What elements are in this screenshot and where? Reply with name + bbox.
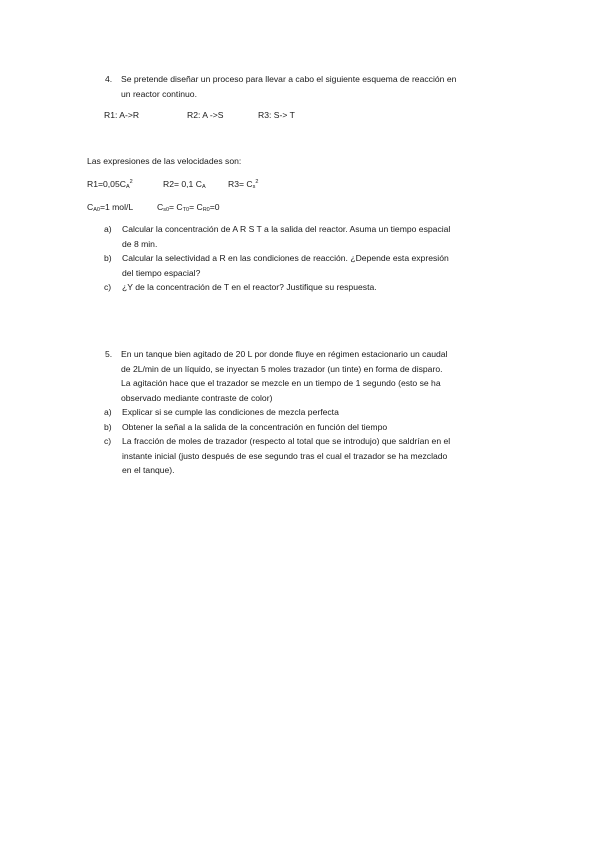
question-5-text (121, 347, 541, 405)
question-5-subitems (104, 405, 524, 478)
item-label: c) (104, 282, 112, 292)
question-5-line: En un tanque bien agitado de 20 L por donde fluye en régimen estacionario un caudal (121, 349, 448, 359)
question-4-line: Se pretende diseñar un proceso para llevar a cabo el siguiente esquema de reacción en (121, 74, 457, 84)
item-line: ¿Y de la concentración de T en el reactor? Justifique su respuesta. (122, 282, 377, 292)
item-label: c) (104, 436, 112, 446)
rate-expression-1: $R1=0,05C_A^2$ (87, 179, 133, 190)
item-line: instante inicial (justo después de ese segundo tras el cual el trazador se ha mezclado (122, 450, 448, 461)
item-line: del tiempo espacial? (122, 267, 201, 278)
question-5-line: observado mediante contraste de color) (121, 392, 273, 403)
item-label: a) (104, 224, 112, 234)
reaction-r2: R2: A ->S (187, 110, 224, 120)
rate-expression-3: $R3= C_s^2$ (228, 179, 259, 190)
question-4-text (121, 72, 541, 101)
list-item (104, 222, 524, 251)
item-line: Calcular la selectividad a R en las condiciones de reacción. ¿Depende esta expresión (122, 253, 449, 263)
item-line: de 8 min. (122, 238, 158, 249)
reaction-r3: R3: S-> T (258, 110, 295, 120)
list-item (104, 251, 524, 280)
list-item (104, 280, 524, 295)
item-label: b) (104, 253, 112, 263)
list-item (104, 434, 524, 478)
item-line: Obtener la señal a la salida de la concentración en función del tiempo (122, 421, 388, 432)
question-5-number: 5. (105, 349, 113, 359)
rates-intro: Las expresiones de las velocidades son: (87, 156, 242, 166)
question-5-line: La agitación hace que el trazador se mezcle en un tiempo de 1 segundo (esto se ha (121, 378, 441, 388)
rate-expression-2: R2= 0,1 $C_A$ (163, 179, 206, 190)
list-item (104, 405, 524, 420)
question-4-line: un reactor continuo. (121, 88, 197, 99)
item-line: Explicar si se cumple las condiciones de mezcla perfecta (122, 407, 339, 417)
item-label: b) (104, 421, 112, 432)
question-4-number: 4. (105, 74, 113, 84)
question-4-subitems (104, 222, 524, 295)
initial-concentration-others: $C_{s0}= C_{T0}= C_{R0}=0$ (157, 202, 220, 213)
item-line: La fracción de moles de trazador (respecto al total que se introdujo) que saldrían en el (122, 436, 451, 446)
item-line: en el tanque). (122, 465, 175, 475)
item-label: a) (104, 407, 112, 417)
item-line: Calcular la concentración de A R S T a la salida del reactor. Asuma un tiempo espacial (122, 224, 451, 234)
list-item (104, 420, 524, 435)
initial-concentration-a: $C_{A0}=1$ mol/L (87, 202, 134, 213)
reaction-r1: R1: A->R (104, 110, 140, 120)
question-5-line: de 2L/min de un líquido, se inyectan 5 moles trazador (un tinte) en forma de disparo. (121, 363, 443, 374)
